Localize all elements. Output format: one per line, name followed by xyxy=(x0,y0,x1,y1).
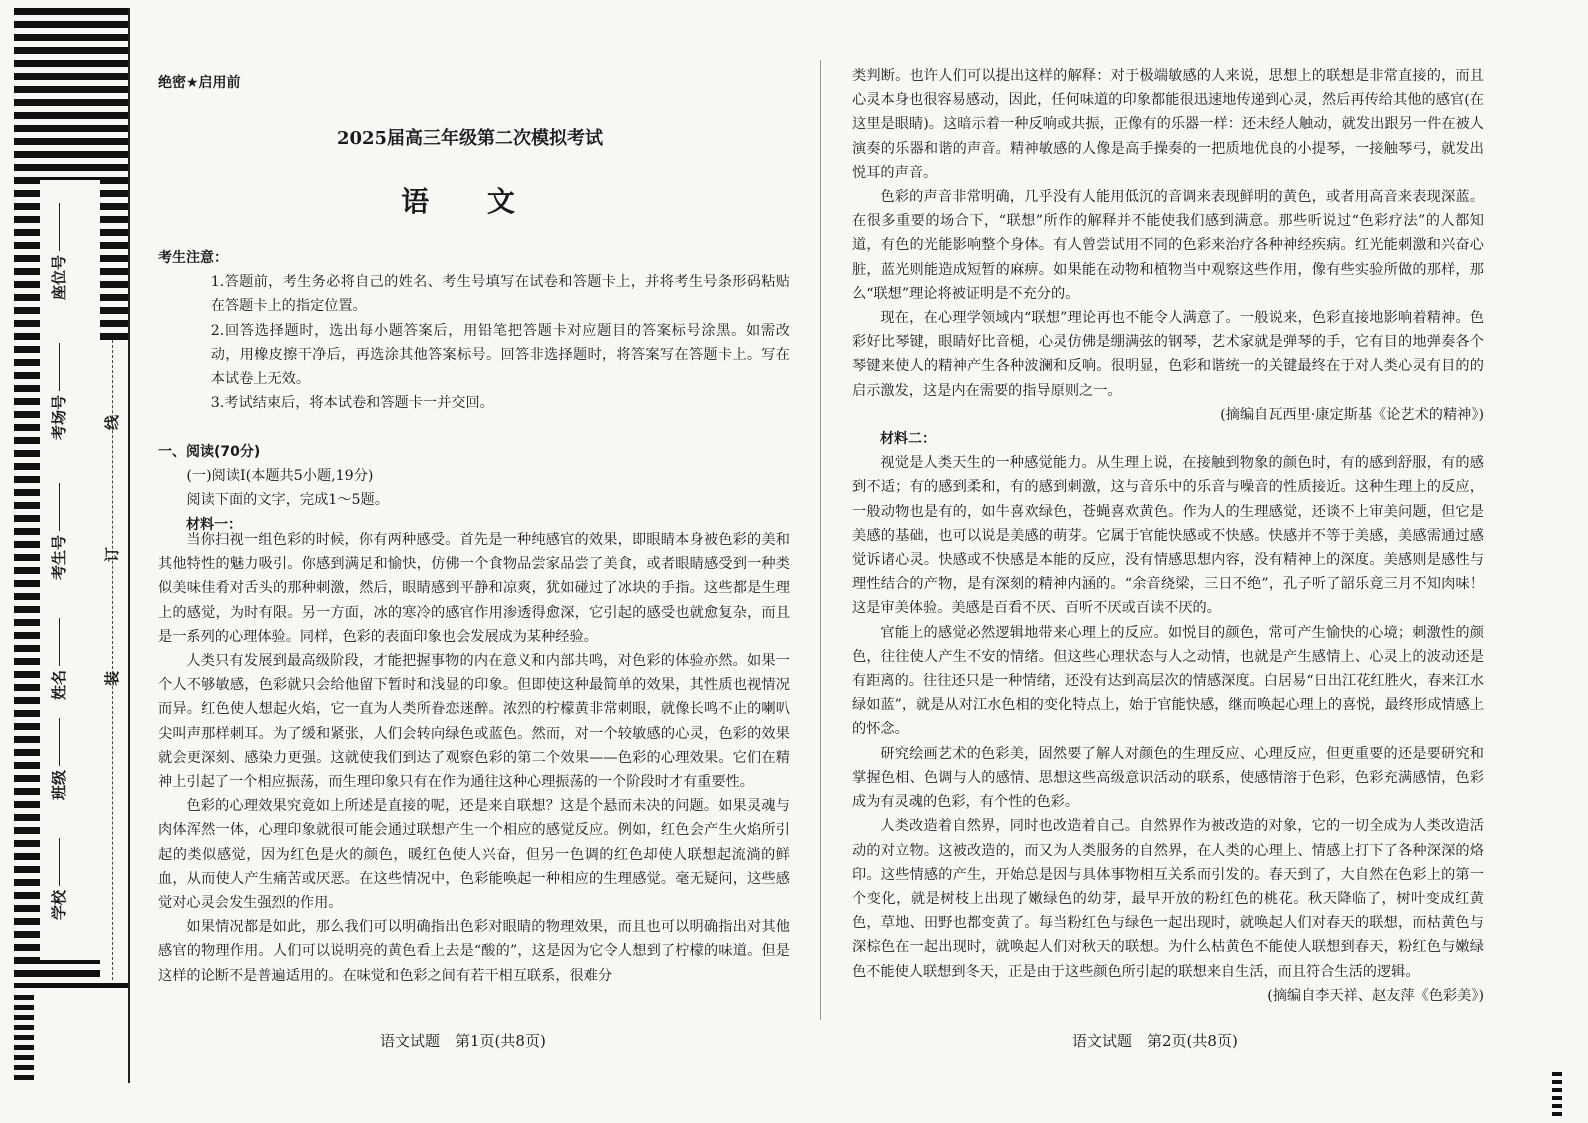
source-citation-one: (摘编自瓦西里·康定斯基《论艺术的精神》) xyxy=(1220,406,1484,423)
binding-field-school: 学校 xyxy=(48,838,69,920)
binding-field-seat: 座位号 xyxy=(48,203,69,300)
paragraph: 当你扫视一组色彩的时候，你有两种感受。首先是一种纯感官的效果，即眼睛本身被色彩的美和其他特性的魅力吸引。你感到满足和愉快，仿佛一个食物品尝家品尝了美食，或者眼睛感受到一种类似美味佳肴对舌头的那种刺激，然后，眼睛感到平静和凉爽，犹如碰过了冰块的手指。这些都是生理上的感觉，为时有限。另一方面，冰的寒冷的感官作用渗透得愈深，它引起的感受也就愈复杂，而且是一系列的心理体验。同样，色彩的表面印象也会发展成为某种经验。 xyxy=(158,532,790,645)
binding-field-class: 班级 xyxy=(48,718,69,800)
paragraph: 如果情况都是如此，那么我们可以明确指出色彩对眼睛的物理效果，而且也可以明确指出对其他感官的物理作用。人们可以说明亮的黄色看上去是“酸的”，这是因为它令人想到了柠檬的味道。但是这样的论断不是普遍适用的。在味觉和色彩之间有若干相互联系，很难分 xyxy=(158,919,790,984)
subject-title: 语 文 xyxy=(401,185,539,218)
binding-mark-bind: 装 xyxy=(103,670,122,687)
paragraph-continued: 类判断。也许人们可以提出这样的解释：对于极端敏感的人来说，思想上的联想是非常直接的，而且心灵本身也很容易感动，因此，任何味道的印象都能很迅速地传递到心灵，然后再传给其他的感官(在这里是眼睛)。这暗示着一种反响或共振，正像有的乐器一样：还未经人触动，就发出跟另一件在被人演奏的乐器和谐的声音。精神敏感的人像是高手操奏的一把质地优良的小提琴，一接触琴弓，就发出悦耳的声音。 xyxy=(852,68,1484,181)
instruction: 阅读下面的文字，完成1～5题。 xyxy=(186,492,389,509)
notes-title: 考生注意： xyxy=(158,250,228,266)
paragraph: 官能上的感觉必然逻辑地带来心理上的反应。如悦目的颜色，常可产生愉快的心境；刺激性的颜色，往往使人产生不安的情绪。但这些心理状态与人之动情，也就是产生感情上、心灵上的波动还是有距离的。往往还只是一种情绪，还没有达到高层次的情感深度。白居易“日出江花红胜火，春来江水绿如蓝”，就是从对江水色相的变化特点上，始于官能快感，继而唤起心理上的喜悦，最终形成情感上的怀念。 xyxy=(852,624,1484,738)
paragraph: 人类只有发展到最高级阶段，才能把握事物的内在意义和内部共鸣，对色彩的体验亦然。如果一个人不够敏感，色彩就只会给他留下暂时和浅显的印象。但即使这种最简单的效果，其性质也视情况而异。红色使人想起火焰，它一直为人类所眷恋迷醉。浓烈的柠檬黄非常刺眼，就像长鸣不止的喇叭尖叫声那样刺耳。为了缓和紧张，人们会转向绿色或蓝色。然而，对一个较敏感的心灵，色彩的效果就会更深刻、感染力更强。这就使我们到达了观察色彩的第二个效果——色彩的心理效果。它们在精神上引起了一个相应振荡，而生理印象只有在作为通往这种心理振荡的一个阶段时才有重要性。 xyxy=(158,653,790,791)
binding-dash-line xyxy=(112,340,113,980)
binding-field-candidate-no: 考生号 xyxy=(48,483,69,580)
page-one-footer: 语文试题 第1页(共8页) xyxy=(380,1032,546,1050)
paragraph: 现在，在心理学领域内“联想”理论再也不能令人满意了。一般说来，色彩直接地影响着精神。色彩好比琴键，眼睛好比音槌，心灵仿佛是绷满弦的钢琴，艺术家就是弹琴的手，它有目的地弹奏各个琴键来使人的精神产生各种波澜和反响。很明显，色彩和谐统一的关键最终在于对人类心灵有目的的启示激发，这是内在需要的指导原则之一。 xyxy=(852,310,1484,399)
page-divider xyxy=(820,60,821,1020)
paragraph: 人类改造着自然界，同时也改造着自己。自然界作为被改造的对象，它的一切全成为人类改造活动的对立物。这被改造的，而又为人类服务的自然界，在人类的心理上、情感上打下了各种深深的烙印。这些情感的产生，开始总是因与具体事物相互关系而引发的。春天到了，大自然在色彩上的第一个变化，就是树枝上出现了嫩绿色的幼芽，最早开放的粉红色的桃花。秋天降临了，树叶变成红黄色，草地、田野也都变黄了。每当粉红色与绿色一起出现时，就唤起人们对春天的联想，而枯黄色与深棕色在一起出现时，就唤起人们对秋天的联想。为什么枯黄色不能使人联想到春天，粉红色与嫩绿色不能使人联想到冬天，正是由于这些颜色所引起的联想来自生活，而且符合生活的逻辑。 xyxy=(852,818,1484,980)
paragraph: 视觉是人类天生的一种感觉能力。从生理上说，在接触到物象的颜色时，有的感到舒服，有的感到不适；有的感到柔和，有的感到刺激，这与音乐中的乐音与噪音的性质接近。这种生理上的反应，一般动物也是有的，如牛喜欢绿色，苍蝇喜欢黄色。作为人的生理感觉，还谈不上审美问题，但它是美感的基础，也可以说是美感的萌芽。它属于官能快感或不快感。快感并不等于美感，美感需通过感觉诉诸心灵。快感或不快感是本能的反应，没有情感思想内容，没有精神上的深度。美感则是感性与理性结合的产物，是有深刻的精神内涵的。“余音绕梁，三日不绝”，孔子听了韶乐竟三月不知肉味！这是审美体验。美感是百看不厌、百听不厌或百读不厌的。 xyxy=(852,455,1484,617)
note-item: 3.考试结束后，将本试卷和答题卡一并交回。 xyxy=(210,395,494,412)
binding-border-line xyxy=(128,8,130,1083)
paragraph: 色彩的声音非常明确，几乎没有人能用低沉的音调来表现鲜明的黄色，或者用高音来表现深蓝。在很多重要的场合下，“联想”所作的解释并不能使我们感到满意。那些听说过“色彩疗法”的人都知道，有色的光能影响整个身体。有人曾尝试用不同的色彩来治疗各种神经疾病。红光能刺激和兴奋心脏，蓝光则能造成短暂的麻痹。如果能在动物和植物当中观察这些作用，像有些实验所做的那样，那么“联想”理论将被证明是不充分的。 xyxy=(852,189,1484,302)
candidate-notes xyxy=(158,246,790,415)
binding-mark-line: 线 xyxy=(103,414,122,431)
material-two-label: 材料二： xyxy=(880,431,936,448)
binding-bottom-bars xyxy=(14,995,34,1085)
note-item: 1.答题前，考生务必将自己的姓名、考生号填写在试卷和答题卡上，并将考生号条形码粘贴在答题卡上的指定位置。 xyxy=(210,274,790,315)
binding-field-name: 姓名 xyxy=(48,618,69,700)
material-one-label: 材料一： xyxy=(186,516,242,533)
binding-mark-staple: 订 xyxy=(103,546,122,563)
confidential-label: 绝密★启用前 xyxy=(158,75,241,91)
page-two-text xyxy=(852,64,1484,1008)
subsection-title: (一)阅读Ⅰ(本题共5小题,19分) xyxy=(186,468,374,485)
reading-section-header xyxy=(158,440,790,537)
paragraph: 色彩的心理效果究竟如上所述是直接的呢，还是来自联想？这是个悬而未决的问题。如果灵魂与肉体浑然一体，心理印象就很可能会通过联想产生一个相应的感觉反应。例如，红色会产生火焰所引起的类似感觉，因为红色是火的颜色，暖红色使人兴奋，但另一色调的红色却使人联想起流淌的鲜血，从而使人产生痛苦或厌恶。在这些情况中，色彩能唤起一种相应的生理感觉。毫无疑问，这些感觉对心灵会发生强烈的作用。 xyxy=(158,798,790,912)
section-title: 一、阅读(70分) xyxy=(158,444,261,460)
right-edge-bars xyxy=(1552,1072,1562,1118)
binding-field-room: 考场号 xyxy=(48,343,69,440)
source-citation-two: (摘编自李天祥、赵友萍《色彩美》) xyxy=(1267,987,1484,1004)
note-item: 2.回答选择题时，选出每小题答案后，用铅笔把答题卡对应题目的答案标号涂黑。如需改动，用橡皮擦干净后，再选涂其他答案标号。回答非选择题时，将答案写在答题卡上。写在本试卷上无效。 xyxy=(210,322,790,388)
material-one-text xyxy=(158,528,790,988)
page-two-footer: 语文试题 第2页(共8页) xyxy=(1072,1032,1238,1050)
exam-title: 2025届高三年级第二次模拟考试 xyxy=(336,128,604,149)
paragraph: 研究绘画艺术的色彩美，固然要了解人对颜色的生理反应、心理反应，但更重要的还是要研究和掌握色相、色调与人的感情、思想这些高级意识活动的联系，使感情溶于色彩，色彩充满感情，色彩成为有灵魂的色彩，有个性的色彩。 xyxy=(852,745,1484,811)
binding-margin xyxy=(0,0,128,1123)
